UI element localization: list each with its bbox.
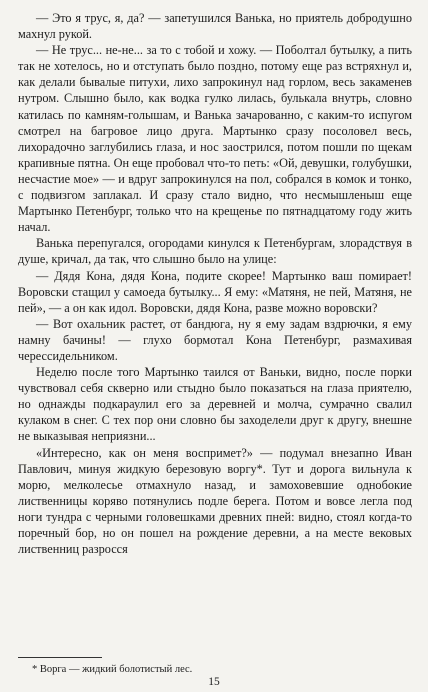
paragraph: — Дядя Кона, дядя Кона, подите скорее! Мартынко ваш помирает! Воровски стащил у самоеда бутылку... Я ему: «Матяня, не пей, Матяня, не пей», — а он как идол. Воровски, дядя Кона, разве можно воровски?: [18, 268, 412, 315]
paragraph: — Вот охальник растет, от бандюга, ну я ему задам вздрючки, я ему намну бачины! — глухо бормотал Кона Петенбург, размахивая черессидельником.: [18, 316, 412, 363]
footnote: * Ворга — жидкий болотистый лес.: [32, 664, 193, 675]
page-body: [18, 10, 412, 557]
paragraph: Неделю после того Мартынко таился от Ваньки, видно, после порки чувствовал себя скверно или стыдно было показаться на глаза приятелю, но однажды подкараулил его за деревней и молча, сумрачно свалил кулаком в снег. С тех пор они словно бы заходелели друг к другу, внешне не выказывая неприязни...: [18, 365, 412, 444]
page-number: 15: [208, 676, 220, 688]
footnote-divider: [18, 657, 102, 658]
paragraph: «Интересно, как он меня воспримет?» — подумал внезапно Иван Павлович, минуя жидкую березовую воргу*. Тут и дорога вильнула к морю, мелколесье отмахнуло назад, и замоховевшие однобокие лиственницы коряво потянулись подле берега. Потом и вовсе легла под ноги тундра с черными головешками древних пней: видно, стоял когда-то поречный бор, но он пошел на рождение деревни, а на месте вековых лиственниц разросся: [18, 445, 412, 557]
paragraph: Ванька перепугался, огородами кинулся к Петенбургам, злорадствуя в душе, кричал, да так, что слышно было на улице:: [18, 236, 412, 267]
paragraph: — Не трус... не-не... за то с тобой и хожу. — Поболтал бутылку, а пить так не хотелось, но и отступать было поздно, потому еще раз встряхнул и, как делали бывалые питухи, лихо запрокинул над горлом, весь закаменев нутром. Слышно было, как водка гулко лилась, булькала внутрь, словно катилась по камням-голышам, и Ванька зачарованно, с каким-то испугом смотрел на багровое лицо друга. Мартынко сразу посоловел весь, лихорадочно заглубились глаза, и нос заострился, потом пошли по щекам крапивные пятна. Он еще пробовал что-то петь: «Ой, девушки, голубушки, несчастие мое» — и вдруг запрокинулся на пол, собрался в комок и тонко, с подвизгом заплакал. И сразу стало видно, что несмышленыш еще Мартынко Петенбург, только что на крещенье по пятнадцатому году жить начал.: [18, 43, 412, 235]
paragraph: — Это я трус, я, да? — запетушился Ванька, но приятель добродушно махнул рукой.: [18, 11, 412, 42]
